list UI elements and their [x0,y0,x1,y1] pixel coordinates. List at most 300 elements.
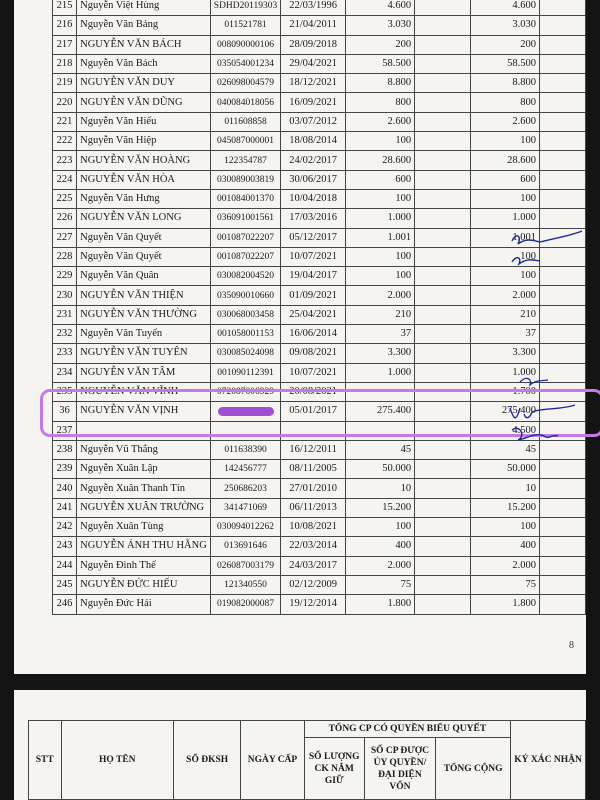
row-proxy [415,74,471,93]
row-sign [539,35,585,54]
table-row [53,112,586,131]
row-id: 072087006929 [210,382,281,401]
row-id: 008090000106 [210,35,281,54]
row-id: 030089003819 [210,170,281,189]
row-stt: 233 [53,344,77,363]
row-stt: 245 [53,575,77,594]
row-sign [539,595,585,614]
row-id: 035090010660 [210,286,281,305]
row-sign [539,344,585,363]
shareholder-table [52,0,586,615]
table-row [53,402,586,421]
row-qty: 28.600 [345,151,414,170]
row-qty: 100 [345,518,414,537]
row-proxy [415,93,471,112]
row-name: NGUYỄN VĂN TUYÊN [77,344,211,363]
row-proxy [415,151,471,170]
row-id: 011608858 [210,112,281,131]
row-name: NGUYỄN VĂN THƯỜNG [77,305,211,324]
row-sign [539,363,585,382]
row-name: Nguyễn Văn Hiệp [77,132,211,151]
row-name: NGUYỄN ĐỨC HIẾU [77,575,211,594]
table-row [53,537,586,556]
row-date: 25/04/2021 [281,305,346,324]
row-proxy [415,325,471,344]
row-name: NGUYỄN VĂN THIỆN [77,286,211,305]
row-id: 011521781 [210,16,281,35]
row-proxy [415,421,471,440]
table-row [53,440,586,459]
row-id: 001084001370 [210,189,281,208]
row-name: Nguyễn Văn Quyết [77,247,211,266]
row-sign [539,440,585,459]
row-qty: 37 [345,325,414,344]
row-name: NGUYỄN VĂN HOÀNG [77,151,211,170]
row-stt: 224 [53,170,77,189]
row-total: 800 [470,93,539,112]
row-stt: 227 [53,228,77,247]
row-total: 4.500 [470,421,539,440]
row-date: 24/02/2017 [281,151,346,170]
row-id: 036091001561 [210,209,281,228]
table-row [53,498,586,517]
row-stt: 240 [53,479,77,498]
row-date: 22/03/1996 [281,0,346,16]
table-row [53,595,586,614]
row-date: 19/12/2014 [281,595,346,614]
table-row [53,228,586,247]
row-name: NGUYỄN VĂN VỊNH [77,402,211,421]
row-total: 8.800 [470,74,539,93]
row-name: NGUYỄN ÁNH THU HẰNG [77,537,211,556]
row-sign [539,575,585,594]
row-qty: 210 [345,305,414,324]
row-total: 100 [470,267,539,286]
row-date: 19/04/2017 [281,267,346,286]
row-date: 16/06/2014 [281,325,346,344]
row-proxy [415,382,471,401]
row-proxy [415,402,471,421]
table-row [53,209,586,228]
row-qty: 1.000 [345,209,414,228]
header-proxy: SỐ CP ĐƯỢC ỦY QUYỀN/ĐẠI DIỆN VỐN [364,738,436,800]
row-name: NGUYỄN VĂN TÂM [77,363,211,382]
row-total: 45 [470,440,539,459]
row-id: 030082004520 [210,267,281,286]
row-sign [539,286,585,305]
row-date: 10/08/2021 [281,518,346,537]
row-date: 28/09/2018 [281,35,346,54]
table-row [53,267,586,286]
redaction-mark [218,407,274,416]
table-row [53,35,586,54]
row-qty: 1.000 [345,363,414,382]
row-sign [539,267,585,286]
row-proxy [415,112,471,131]
row-stt: 244 [53,556,77,575]
row-qty: 100 [345,267,414,286]
row-qty: 275.400 [345,402,414,421]
table-row [53,363,586,382]
table-row [53,344,586,363]
row-id: SDHD20119303 [210,0,281,16]
row-stt: 246 [53,595,77,614]
row-id: 019082000087 [210,595,281,614]
next-page [14,690,586,800]
row-id [210,402,281,421]
header-voting-group: TỔNG CP CÓ QUYỀN BIỂU QUYẾT [304,721,510,738]
row-sign [539,460,585,479]
row-proxy [415,305,471,324]
row-date: 24/03/2017 [281,556,346,575]
row-id: 001087022207 [210,247,281,266]
row-qty: 400 [345,537,414,556]
row-name: Nguyễn Văn Bách [77,54,211,73]
row-name: NGUYỄN VĂN DŨNG [77,93,211,112]
row-sign [539,498,585,517]
header-sign: KÝ XÁC NHẬN [511,721,586,800]
row-stt: 234 [53,363,77,382]
row-qty: 600 [345,170,414,189]
row-proxy [415,170,471,189]
row-id: 035054001234 [210,54,281,73]
row-sign [539,0,585,16]
row-sign [539,382,585,401]
row-stt: 242 [53,518,77,537]
row-id: 026098004579 [210,74,281,93]
row-sign [539,247,585,266]
header-date: NGÀY CẤP [241,721,304,800]
row-stt: 230 [53,286,77,305]
row-stt: 220 [53,93,77,112]
row-proxy [415,575,471,594]
row-date: 10/07/2021 [281,363,346,382]
row-name: NGUYỄN VĂN LONG [77,209,211,228]
row-sign [539,421,585,440]
row-date: 10/04/2018 [281,189,346,208]
row-sign [539,518,585,537]
row-stt: 226 [53,209,77,228]
table-row [53,189,586,208]
header-qty: SỐ LƯỢNG CK NẮM GIỮ [304,738,364,800]
row-proxy [415,440,471,459]
row-qty: 2.600 [345,112,414,131]
row-name: Nguyễn Đình Thế [77,556,211,575]
row-sign [539,151,585,170]
page-number: 8 [569,640,574,651]
table-row [53,460,586,479]
row-proxy [415,344,471,363]
row-total: 100 [470,132,539,151]
table-row [53,575,586,594]
row-qty: 3.300 [345,344,414,363]
row-qty: 2.000 [345,286,414,305]
table-row [53,170,586,189]
row-proxy [415,498,471,517]
row-name: NGUYỄN VĂN VĨNH [77,382,211,401]
table-row [53,382,586,401]
row-stt: 216 [53,16,77,35]
row-proxy [415,537,471,556]
table-row [53,0,586,16]
row-proxy [415,286,471,305]
row-date: 16/12/2011 [281,440,346,459]
row-qty: 100 [345,247,414,266]
row-date: 16/09/2021 [281,93,346,112]
row-total: 58.500 [470,54,539,73]
row-total: 50.000 [470,460,539,479]
header-name: HỌ TÊN [61,721,174,800]
row-qty: 800 [345,93,414,112]
row-proxy [415,479,471,498]
row-total: 10 [470,479,539,498]
row-name [77,421,211,440]
row-date: 20/08/2021 [281,382,346,401]
row-date: 09/08/2021 [281,344,346,363]
row-qty: 50.000 [345,460,414,479]
row-name: Nguyễn Văn Hưng [77,189,211,208]
row-proxy [415,595,471,614]
row-total: 2.000 [470,286,539,305]
row-date: 05/01/2017 [281,402,346,421]
row-sign [539,54,585,73]
table-row [53,247,586,266]
row-total: 2.000 [470,556,539,575]
row-id: 011638390 [210,440,281,459]
table-row [53,479,586,498]
row-name: Nguyễn Xuân Thanh Tín [77,479,211,498]
row-date: 17/03/2016 [281,209,346,228]
row-date [281,421,346,440]
row-stt: 225 [53,189,77,208]
row-sign [539,189,585,208]
table-row [53,132,586,151]
row-sign [539,556,585,575]
table-row [53,421,586,440]
row-stt: 36 [53,402,77,421]
row-stt: 229 [53,267,77,286]
table-row [53,54,586,73]
row-proxy [415,35,471,54]
table-row [53,305,586,324]
document-page [14,0,586,674]
table-row [53,93,586,112]
row-qty [345,421,414,440]
row-qty: 3.030 [345,16,414,35]
row-sign [539,537,585,556]
row-date: 30/06/2017 [281,170,346,189]
row-date: 27/01/2010 [281,479,346,498]
row-date: 01/09/2021 [281,286,346,305]
row-total: 2.600 [470,112,539,131]
row-total: 1.800 [470,595,539,614]
row-date: 02/12/2009 [281,575,346,594]
row-stt: 223 [53,151,77,170]
row-proxy [415,209,471,228]
row-proxy [415,228,471,247]
row-qty: 15.200 [345,498,414,517]
row-proxy [415,0,471,16]
row-date: 05/12/2017 [281,228,346,247]
row-sign [539,112,585,131]
row-date: 08/11/2005 [281,460,346,479]
row-sign [539,479,585,498]
row-name: Nguyễn Văn Quân [77,267,211,286]
row-id: 001090112391 [210,363,281,382]
row-sign [539,325,585,344]
row-total: 28.600 [470,151,539,170]
row-id: 030068003458 [210,305,281,324]
row-name: Nguyễn Việt Hùng [77,0,211,16]
row-id: 026087003179 [210,556,281,575]
row-name: Nguyễn Văn Bảng [77,16,211,35]
row-proxy [415,460,471,479]
row-name: Nguyễn Văn Quyết [77,228,211,247]
row-proxy [415,16,471,35]
row-id: 001087022207 [210,228,281,247]
row-total: 100 [470,518,539,537]
row-stt: 243 [53,537,77,556]
row-date: 18/08/2014 [281,132,346,151]
row-total: 75 [470,575,539,594]
row-stt: 222 [53,132,77,151]
table-row [53,518,586,537]
table-row [53,74,586,93]
row-sign [539,209,585,228]
header-stt: STT [29,721,62,800]
row-total: 400 [470,537,539,556]
row-stt: 215 [53,0,77,16]
row-stt: 232 [53,325,77,344]
row-total: 1.001 [470,228,539,247]
row-total: 4.600 [470,0,539,16]
row-proxy [415,267,471,286]
row-date: 03/07/2012 [281,112,346,131]
row-date: 10/07/2021 [281,247,346,266]
row-total: 15.200 [470,498,539,517]
row-proxy [415,518,471,537]
row-name: NGUYỄN VĂN BÁCH [77,35,211,54]
row-id: 001058001153 [210,325,281,344]
row-qty: 2.000 [345,556,414,575]
row-sign [539,170,585,189]
row-qty: 45 [345,440,414,459]
table-header [28,720,586,800]
table-row [53,16,586,35]
row-id: 250686203 [210,479,281,498]
row-total: 200 [470,35,539,54]
row-total: 100 [470,189,539,208]
row-name: NGUYỄN VĂN HÒA [77,170,211,189]
row-proxy [415,132,471,151]
row-total: 3.030 [470,16,539,35]
row-sign [539,402,585,421]
row-name: Nguyễn Văn Hiếu [77,112,211,131]
row-stt: 235 [53,382,77,401]
row-date: 21/04/2011 [281,16,346,35]
row-id: 030085024098 [210,344,281,363]
row-stt: 237 [53,421,77,440]
row-date: 18/12/2021 [281,74,346,93]
table-row [53,325,586,344]
row-qty: 10 [345,479,414,498]
row-total: 1.000 [470,209,539,228]
row-qty: 1.001 [345,228,414,247]
row-stt: 217 [53,35,77,54]
table-row [53,286,586,305]
row-name: NGUYỄN VĂN DUY [77,74,211,93]
row-proxy [415,54,471,73]
row-date: 29/04/2021 [281,54,346,73]
row-stt: 221 [53,112,77,131]
header-total: TỔNG CỘNG [436,738,511,800]
row-stt: 239 [53,460,77,479]
row-proxy [415,247,471,266]
row-stt: 218 [53,54,77,73]
row-qty: 100 [345,189,414,208]
row-qty: 75 [345,575,414,594]
row-date: 22/03/2014 [281,537,346,556]
row-name: NGUYỄN XUÂN TRƯỜNG [77,498,211,517]
row-sign [539,93,585,112]
row-id: 030094012262 [210,518,281,537]
row-id: 045087000001 [210,132,281,151]
row-total: 100 [470,247,539,266]
header-id: SỐ ĐKSH [174,721,241,800]
row-sign [539,74,585,93]
row-total: 3.300 [470,344,539,363]
row-stt: 231 [53,305,77,324]
row-qty: 100 [345,132,414,151]
row-qty [345,382,414,401]
row-id: 121340550 [210,575,281,594]
row-proxy [415,556,471,575]
table-row [53,151,586,170]
row-total: 37 [470,325,539,344]
row-id: 142456777 [210,460,281,479]
row-id: 013691646 [210,537,281,556]
row-qty: 200 [345,35,414,54]
row-total: 1.700 [470,382,539,401]
row-proxy [415,189,471,208]
row-stt: 238 [53,440,77,459]
row-qty: 1.800 [345,595,414,614]
row-date: 06/11/2013 [281,498,346,517]
table-row [53,556,586,575]
row-proxy [415,363,471,382]
row-stt: 241 [53,498,77,517]
row-name: Nguyễn Đức Hải [77,595,211,614]
row-qty: 8.800 [345,74,414,93]
row-sign [539,16,585,35]
row-sign [539,132,585,151]
row-id: 341471069 [210,498,281,517]
row-name: Nguyễn Xuân Tùng [77,518,211,537]
row-name: Nguyễn Xuân Lập [77,460,211,479]
row-total: 275.400 [470,402,539,421]
row-sign [539,305,585,324]
row-name: Nguyễn Văn Tuyến [77,325,211,344]
row-sign [539,228,585,247]
row-id: 040084018056 [210,93,281,112]
row-stt: 228 [53,247,77,266]
row-id: 122354787 [210,151,281,170]
row-total: 210 [470,305,539,324]
row-total: 600 [470,170,539,189]
row-name: Nguyễn Vũ Thắng [77,440,211,459]
row-id [210,421,281,440]
row-qty: 4.600 [345,0,414,16]
